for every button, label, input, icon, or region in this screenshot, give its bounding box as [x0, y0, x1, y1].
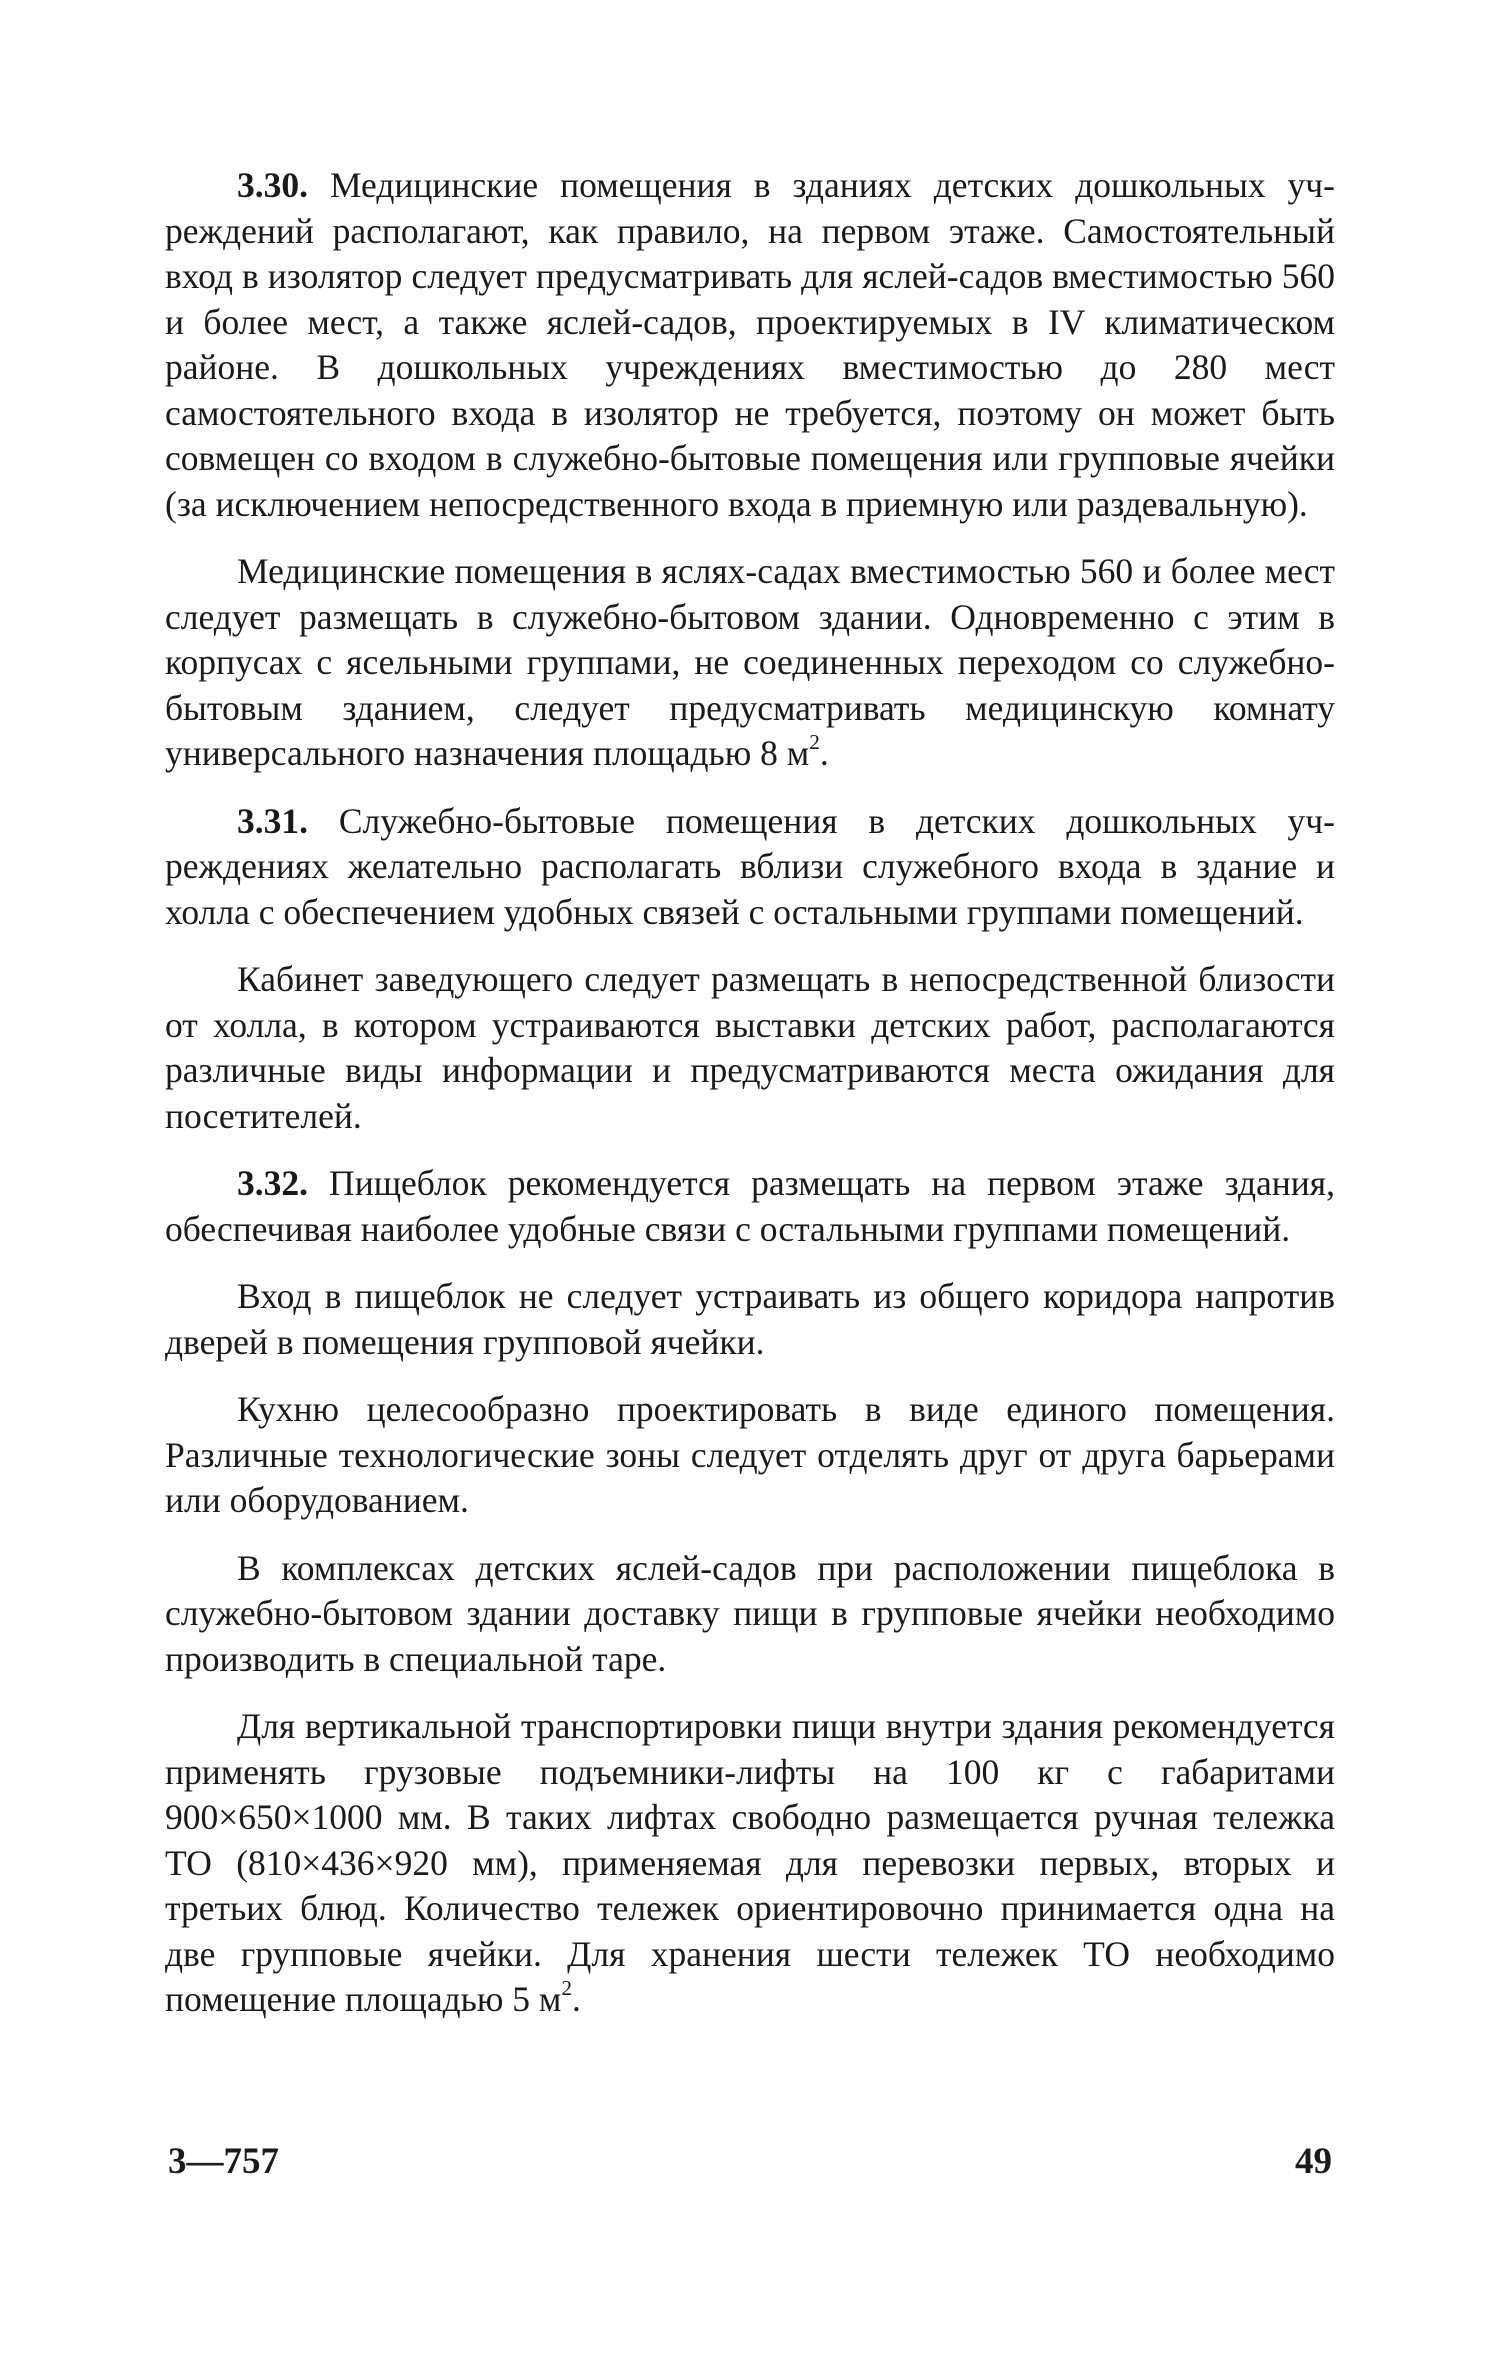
paragraph-3-30	[165, 163, 1335, 527]
paragraph-food-lifts	[165, 1704, 1335, 2023]
paragraph-food-delivery	[165, 1546, 1335, 1683]
paragraph-text: Медицинские помещения в яслях-садах вместимостью 560 и более мест следует размещать в служебно-бытовом здании. Одновременно с этим в корпусах с ясельными группами, не соединенных переходом со служебно-бытовым зданием, следует предусматривать медицинскую комнату универсального назначения площадью 8 м	[165, 551, 1335, 773]
section-number: 3.31.	[237, 800, 308, 841]
body-text	[165, 163, 1335, 2045]
paragraph-text: Кухню целесообразно проектировать в виде единого помещения. Различные технологические зоны следует отделять друг от друга барьерами или оборудованием.	[165, 1389, 1335, 1520]
paragraph-3-32	[165, 1161, 1335, 1252]
paragraph-text: Пищеблок рекомендуется размещать на первом этаже здания, обеспечивая наиболее удобные связи с остальными группами помещений.	[165, 1163, 1335, 1249]
printer-signature: 3—757	[168, 2141, 279, 2182]
paragraph-text: Вход в пищеблок не следует устраивать из общего коридора напротив дверей в помещения групповой ячейки.	[165, 1276, 1335, 1362]
paragraph-kitchen-design	[165, 1387, 1335, 1524]
paragraph-text: Кабинет заведующего следует размещать в непосредственной близости от холла, в котором устраиваются выставки детских работ, располагаются различные виды информации и предусматриваются места ожидания для посетителей.	[165, 959, 1335, 1136]
paragraph-kitchen-entry	[165, 1274, 1335, 1365]
paragraph-text: Для вертикальной транспортировки пищи внутри здания рекомендуется применять грузовые подъемники-лифты на 100 кг с габаритами 900×650×1000 мм. В таких лифтах свободно размещается ручная тележка ТО (810×436×920 мм), применяемая для перевозки первых, вторых и третьих блюд. Количество тележек ориентировочно принимается одна на две групповые ячейки. Для хранения шести тележек ТО необходимо помещение площадью 5 м	[165, 1706, 1335, 2019]
section-number: 3.30.	[237, 165, 308, 205]
paragraph-3-31	[165, 799, 1335, 936]
paragraph-tail: .	[819, 733, 829, 773]
paragraph-text: Служебно-бытовые помещения в детских дошкольных учреждениях желательно располагать вблизи служебного входа в здание и холла с обеспечением удобных связей с остальными группами помещений.	[165, 800, 1335, 932]
paragraph-text: Медицинские помещения в зданиях детских дошкольных учреждений располагают, как правило, на первом этаже. Самостоятельный вход в изолятор следует предусматривать для яслей-садов вместимостью 560 и более мест, а также яслей-садов, проектируемых в IV климатическом районе. В дошкольных учреждениях вместимостью до 280 мест самостоятельного входа в изолятор не требуется, поэтому он может быть совмещен со входом в служебно-бытовые помещения или групповые ячейки (за исключением непосредственного входа в приемную или раздевальную).	[165, 165, 1335, 524]
page-number: 49	[1295, 2141, 1332, 2182]
superscript: 2	[809, 730, 820, 755]
paragraph-medical-rooms	[165, 549, 1335, 777]
section-number: 3.32.	[237, 1163, 308, 1203]
paragraph-text: В комплексах детских яслей-садов при расположении пищеблока в служебно-бытовом здании доставку пищи в групповые ячейки необходимо производить в специальной таре.	[165, 1547, 1335, 1679]
superscript: 2	[561, 1976, 572, 2001]
paragraph-head-office	[165, 957, 1335, 1139]
paragraph-tail: .	[571, 1979, 581, 2019]
